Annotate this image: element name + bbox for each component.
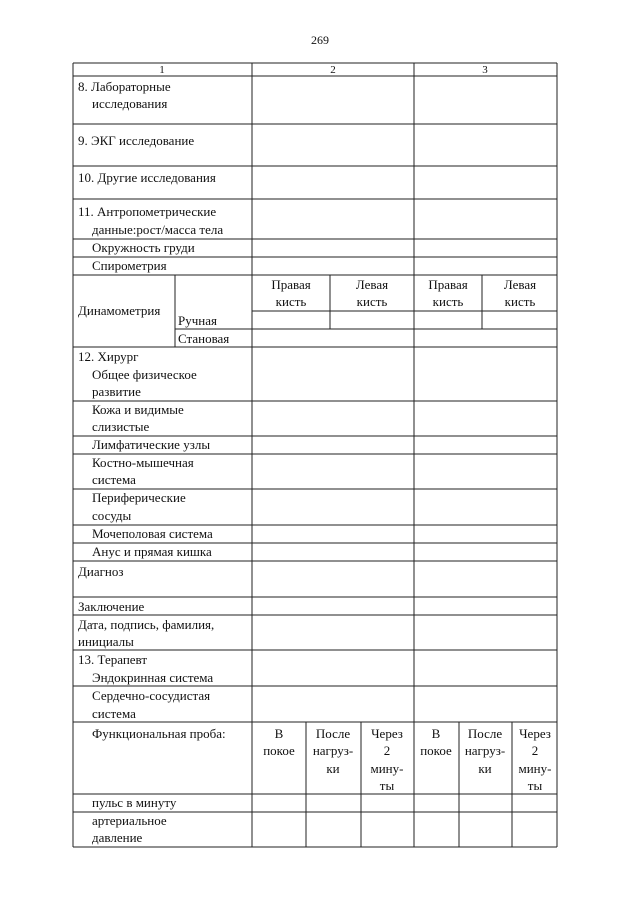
dynamometry-back-label: Становая — [178, 331, 230, 346]
dynamometry-label: Динамометрия — [78, 303, 161, 318]
pulse-label: пульс в минуту — [92, 795, 177, 810]
cardiovascular-line1: Сердечно-сосудистая — [92, 688, 211, 703]
in-2-min-col3-line1: Через — [519, 726, 551, 741]
in-2-min-col3-line2: 2 — [531, 743, 539, 758]
rest-col2-line2: покое — [263, 743, 295, 758]
diagnosis-label: Диагноз — [78, 564, 124, 579]
ekg-label: 9. ЭКГ исследование — [78, 133, 195, 148]
after-load-col2-line3: ки — [326, 761, 340, 776]
endocrine-label: Эндокринная система — [92, 670, 214, 685]
in-2-min-col3-line4: ты — [527, 778, 543, 793]
in-2-min-col2-line4: ты — [379, 778, 395, 793]
in-2-min-col3-line3: мину- — [518, 761, 552, 776]
dyn-right-hand-col3-line2: кисть — [432, 294, 464, 309]
after-load-col3-line1: После — [467, 726, 503, 741]
conclusion-label: Заключение — [78, 599, 145, 614]
blood-pressure-line2: давление — [92, 830, 143, 845]
dyn-left-hand-col3-line2: кисть — [504, 294, 536, 309]
signature-label-line1: Дата, подпись, фамилия, — [78, 617, 215, 632]
dynamometry-hand-label: Ручная — [178, 313, 217, 328]
therapist-title: 13. Терапевт — [78, 652, 148, 667]
header-col-2: 2 — [330, 64, 336, 76]
peripheral-vessels-line1: Периферические — [92, 490, 186, 505]
after-load-col3-line3: ки — [478, 761, 492, 776]
lymph-nodes-label: Лимфатические узлы — [92, 437, 211, 452]
cardiovascular-line2: система — [92, 706, 136, 721]
skin-mucosa-line2: слизистые — [92, 419, 150, 434]
lab-label-line2: исследования — [92, 96, 168, 111]
dyn-right-hand-col2-line2: кисть — [275, 294, 307, 309]
header-col-1: 1 — [159, 64, 165, 76]
peripheral-vessels-line2: сосуды — [92, 508, 132, 523]
header-col-3: 3 — [482, 64, 488, 76]
anus-rectum-label: Анус и прямая кишка — [92, 544, 212, 559]
musculoskeletal-line2: система — [92, 472, 136, 487]
dyn-right-hand-col2-line1: Правая — [271, 277, 311, 292]
page-number: 269 — [311, 33, 329, 47]
blood-pressure-line1: артериальное — [92, 813, 167, 828]
dyn-left-hand-col2-line2: кисть — [356, 294, 388, 309]
rest-col3-line2: покое — [420, 743, 452, 758]
rest-col3-line1: В — [431, 726, 441, 741]
signature-label-line2: инициалы — [78, 634, 134, 649]
after-load-col2-line1: После — [315, 726, 351, 741]
after-load-col2-line2: нагруз- — [312, 743, 354, 758]
dyn-left-hand-col2-line1: Левая — [355, 277, 389, 292]
in-2-min-col2-line1: Через — [371, 726, 403, 741]
skin-mucosa-line1: Кожа и видимые — [92, 402, 184, 417]
functional-test-label: Функциональная проба: — [92, 726, 226, 741]
spirometry-label: Спирометрия — [92, 258, 167, 273]
anthropometry-label-line2: данные:рост/масса тела — [92, 222, 224, 237]
physical-development-line2: развитие — [92, 384, 141, 399]
urogenital-label: Мочеполовая система — [92, 526, 213, 541]
after-load-col3-line2: нагруз- — [464, 743, 506, 758]
lab-label-line1: 8. Лабораторные — [78, 79, 171, 94]
rest-col2-line1: В — [274, 726, 284, 741]
in-2-min-col2-line3: мину- — [370, 761, 404, 776]
other-tests-label: 10. Другие исследования — [78, 170, 216, 185]
dyn-left-hand-col3-line1: Левая — [503, 277, 537, 292]
surgeon-title: 12. Хирург — [78, 349, 139, 364]
in-2-min-col2-line2: 2 — [383, 743, 391, 758]
musculoskeletal-line1: Костно-мышечная — [92, 455, 194, 470]
anthropometry-label-line1: 11. Антропометрические — [78, 204, 217, 219]
physical-development-line1: Общее физическое — [92, 367, 197, 382]
dyn-right-hand-col3-line1: Правая — [428, 277, 468, 292]
chest-circumference-label: Окружность груди — [92, 240, 195, 255]
